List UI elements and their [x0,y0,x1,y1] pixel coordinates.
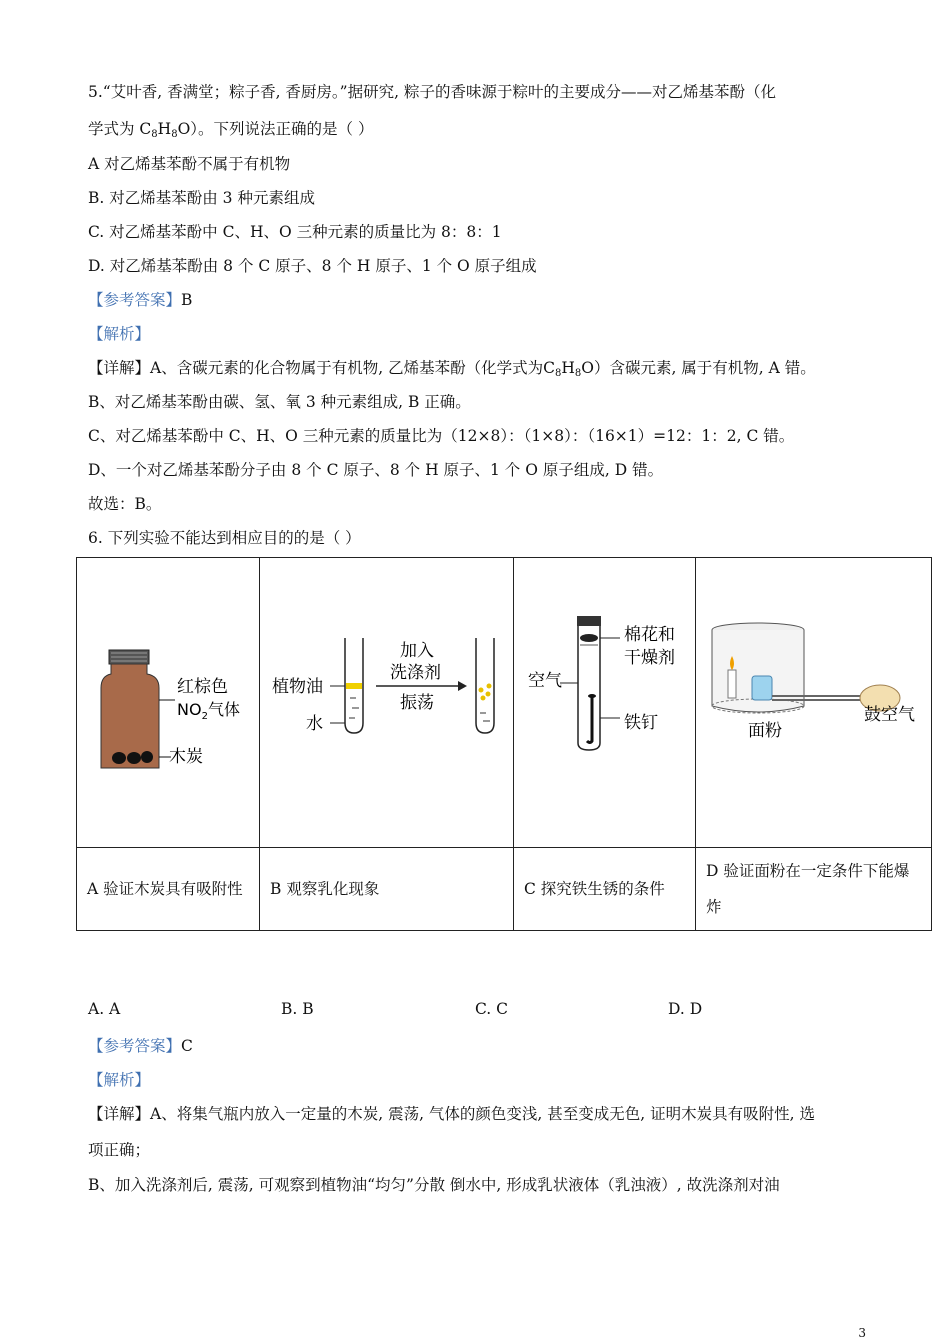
figure-b-emulsion [260,558,512,843]
figure-a-charcoal-bottle [77,558,258,843]
label-water: 水 [306,714,323,734]
label-red-brown: 红棕色 [177,677,228,697]
label-add: 加入 [400,641,434,661]
q5-detail-a: 【详解】A、含碳元素的化合物属于有机物, 乙烯基苯酚（化学式为$C_8H_8O$）含碳元素, 属于有机物, A 错。 [88,359,816,379]
q6-answer [88,1034,193,1056]
caption-b: B 观察乳化现象 [260,848,514,931]
experiment-table [76,557,932,931]
q5-detail-c: C、对乙烯基苯酚中 C、H、O 三种元素的质量比为（12×8）：（1×8）：（16×1）=12：1：2, C 错。 [88,427,795,445]
q5-detail-d: D、一个对乙烯基苯酚分子由 8 个 C 原子、8 个 H 原子、1 个 O 原子组成, D 错。 [88,461,664,479]
q5-conclusion: 故选：B。 [88,495,162,513]
q6-stem: 6. 下列实验不能达到相应目的的是（ ） [88,529,361,547]
answer-value: C [181,1037,193,1055]
q6-option-d: D. D [668,1000,703,1018]
label-detergent: 洗涤剂 [390,663,441,683]
answer-value: B [181,291,193,309]
label-desiccant: 干燥剂 [624,648,675,668]
figure-c-cell [514,558,696,848]
q6-option-b: B. B [281,1000,314,1018]
label-cotton: 棉花和 [624,625,675,645]
q5-answer [88,288,192,310]
label-shake: 振荡 [400,693,434,713]
figure-d-flour-explosion [696,558,930,843]
q5-stem-line1: 5.“艾叶香, 香满堂；粽子香, 香厨房。”据研究, 粽子的香味源于粽叶的主要成分——对乙烯基苯酚（化 [88,83,776,101]
label-air: 空气 [528,671,562,691]
answer-label: 【参考答案】 [88,1037,182,1055]
q6-option-a: A. A [88,1000,121,1018]
label-charcoal: 木炭 [169,747,203,767]
figure-c-iron-rust [514,558,694,843]
q5-analysis-label: 【解析】 [88,325,151,343]
q6-option-c: C. C [475,1000,509,1018]
q5-option-c: C. 对乙烯基苯酚中 C、H、O 三种元素的质量比为 8：8：1 [88,223,502,241]
label-vegetable-oil: 植物油 [272,677,323,697]
label-iron-nail: 铁钉 [624,713,658,733]
q5-stem-line2: 学式为 $C_8H_8O$）。下列说法正确的是（ ） [88,120,374,140]
page-number: 3 [858,1326,866,1340]
q6-detail-a: 【详解】A、将集气瓶内放入一定量的木炭, 震荡, 气体的颜色变浅, 甚至变成无色, 证明木炭具有吸附性, 选 [88,1105,815,1123]
q6-detail-b: B、加入洗涤剂后, 震荡, 可观察到植物油“均匀”分散 倒水中, 形成乳状液体（乳浊液）, 故洗涤剂对油 [88,1176,780,1194]
caption-c: C 探究铁生锈的条件 [514,848,696,931]
label-no2-gas: $NO_2$气体 [177,700,240,722]
q5-option-d: D. 对乙烯基苯酚由 8 个 C 原子、8 个 H 原子、1 个 O 原子组成 [88,257,537,275]
figure-d-cell [696,558,932,848]
figure-b-cell [260,558,514,848]
figure-a-cell [77,558,260,848]
q5-option-a: A 对乙烯基苯酚不属于有机物 [88,155,291,173]
caption-d: D 验证面粉在一定条件下能爆炸 [696,848,932,931]
q6-analysis-label: 【解析】 [88,1071,151,1089]
answer-label: 【参考答案】 [88,291,182,309]
q5-number: 5. [88,83,103,101]
q6-detail-a-cont: 项正确； [88,1141,151,1159]
caption-a: A 验证木炭具有吸附性 [77,848,260,931]
label-flour: 面粉 [748,721,782,741]
q5-option-b: B. 对乙烯基苯酚由 3 种元素组成 [88,189,315,207]
q5-detail-b: B、对乙烯基苯酚由碳、氢、氧 3 种元素组成, B 正确。 [88,393,471,411]
label-blow-air: 鼓空气 [864,705,915,725]
